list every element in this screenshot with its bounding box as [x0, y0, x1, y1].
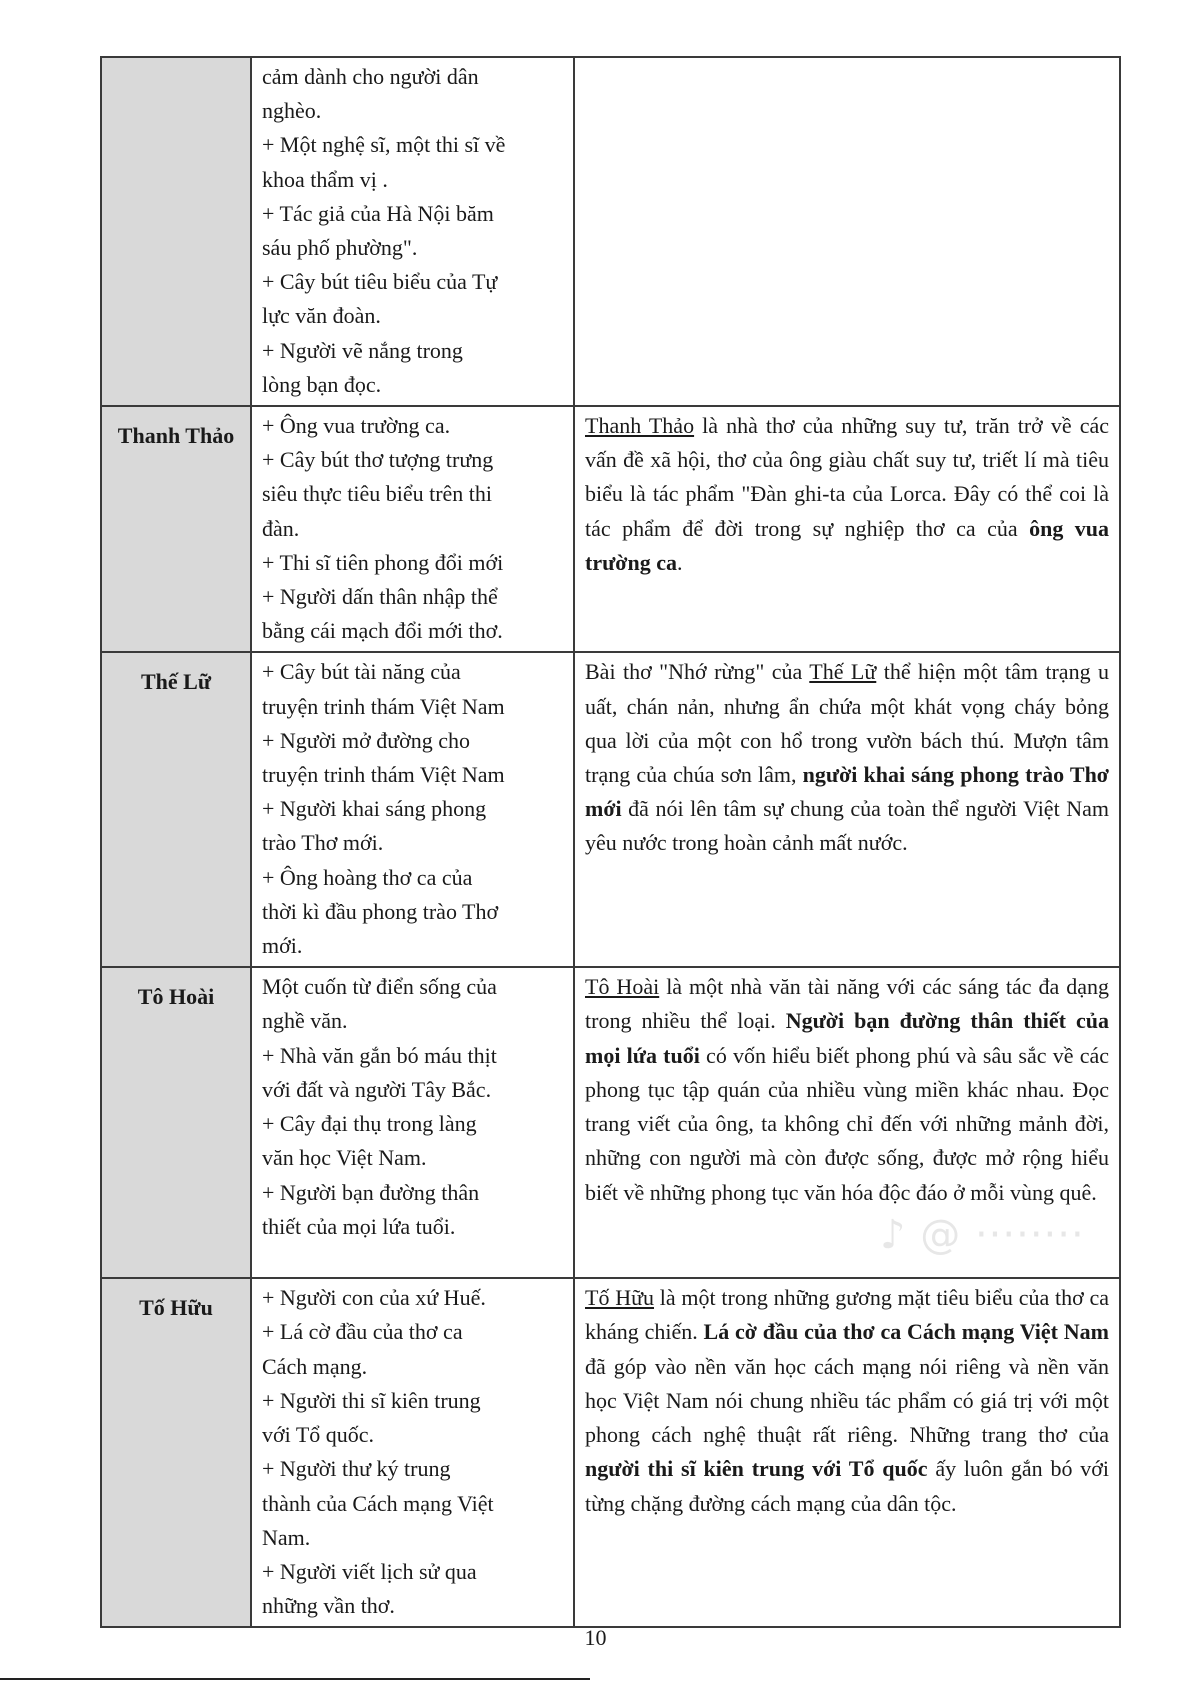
title-line: + Lá cờ đầu của thơ ca: [262, 1319, 463, 1345]
author-cell: [101, 57, 251, 406]
author-cell: Thanh Thảo: [101, 406, 251, 652]
page-number: 10: [584, 1625, 607, 1650]
title-line: Cách mạng.: [262, 1353, 368, 1379]
titles-cell: [251, 406, 574, 652]
title-line: đàn.: [262, 515, 300, 541]
title-line: + Người thư ký trung: [262, 1456, 451, 1482]
description-text: đã góp vào nền văn học cách mạng nói riêng và nền văn học Việt Nam nói chung nhiều tác phẩm có giá trị với một phong cách nghệ thuật rất riêng. Những trang thơ của: [585, 1353, 1109, 1448]
description-cell: [574, 652, 1120, 967]
description-text: là nhà thơ của những suy tư, trăn trở về các vấn đề xã hội, thơ của ông giàu chất suy tư, triết lí mà tiêu biểu là tác phẩm "Đàn ghi-ta của Lorca. Đây có thể coi là tác phẩm để đời trong sự nghiệp thơ ca của: [585, 413, 1109, 541]
title-line: + Tác giả của Hà Nội băm: [262, 200, 494, 226]
author-name-link: Tô Hoài: [585, 974, 660, 1000]
title-line: + Cây đại thụ trong làng: [262, 1111, 477, 1137]
title-line: trào Thơ mới.: [262, 830, 384, 856]
description-text: thể hiện một tâm trạng u uất, chán nản, nhưng ẩn chứa một khát vọng cháy bỏng qua lời của một con hổ trong vườn bách thú. Mượn tâm trạng của chúa sơn lâm,: [585, 659, 1109, 788]
description-text: Bài thơ "Nhớ rừng" của: [585, 659, 810, 685]
title-line: văn học Việt Nam.: [262, 1145, 427, 1171]
title-line: + Cây bút tài năng của: [262, 659, 461, 685]
title-line: + Ông vua trường ca.: [262, 413, 451, 439]
description-text: ấy luôn gắn bó với từng chặng đường cách mạng của dân tộc.: [585, 1456, 1110, 1516]
table-row: [101, 406, 1120, 652]
author-name-link: Tố Hữu: [585, 1285, 655, 1311]
description-cell: [574, 57, 1120, 406]
description-cell: [574, 406, 1120, 652]
author-name-link: Thanh Thảo: [585, 413, 695, 439]
table-row: [101, 652, 1120, 967]
titles-cell: [251, 652, 574, 967]
description-highlight: ông vua trường ca: [585, 515, 1109, 575]
description-text: .: [676, 549, 683, 575]
title-line: lòng bạn đọc.: [262, 371, 382, 397]
titles-cell: [251, 967, 574, 1278]
title-line: sáu phố phường".: [262, 235, 418, 261]
title-line: cảm dành cho người dân: [262, 64, 479, 89]
description-cell: [574, 1278, 1120, 1627]
title-line: nghèo.: [262, 98, 322, 124]
title-line: thiết của mọi lứa tuổi.: [262, 1213, 456, 1239]
title-line: + Ông hoàng thơ ca của: [262, 864, 473, 890]
title-line: + Cây bút tiêu biểu của Tự: [262, 269, 498, 295]
titles-cell: [251, 1278, 574, 1627]
description-highlight: người thi sĩ kiên trung với Tổ quốc: [585, 1456, 928, 1482]
description-highlight: Người bạn đường thân thiết của mọi lứa tuổi: [585, 1008, 1109, 1068]
description-highlight: Lá cờ đầu của thơ ca Cách mạng Việt Nam: [703, 1319, 1110, 1345]
title-line: Một cuốn từ điển sống của: [262, 974, 497, 1000]
table-row: [101, 57, 1120, 406]
title-line: + Người con của xứ Huế.: [262, 1285, 486, 1311]
title-line: những vần thơ.: [262, 1593, 395, 1619]
title-line: + Người thi sĩ kiên trung: [262, 1387, 481, 1413]
author-cell: Tố Hữu: [101, 1278, 251, 1627]
title-line: với Tổ quốc.: [262, 1422, 375, 1448]
title-line: + Một nghệ sĩ, một thi sĩ về: [262, 132, 506, 158]
title-line: khoa thẩm vị .: [262, 166, 388, 192]
watermark: ♪ @ ········: [880, 1212, 1085, 1258]
title-line: siêu thực tiêu biểu trên thi: [262, 481, 493, 507]
title-line: + Nhà văn gắn bó máu thịt: [262, 1042, 497, 1068]
table-row: [101, 1278, 1120, 1627]
title-line: + Người viết lịch sử qua: [262, 1558, 477, 1584]
author-cell: Thế Lữ: [101, 652, 251, 967]
author-cell: Tô Hoài: [101, 967, 251, 1278]
description-text: có vốn hiểu biết phong phú và sâu sắc về các phong tục tập quán của nhiều vùng miền khác nhau. Đọc trang viết của ông, ta không chỉ đến với những mảnh đời, những con người mà còn được sống, được mở rộng hiểu biết về những phong tục văn hóa độc đáo ở mỗi vùng quê.: [585, 1042, 1109, 1205]
title-line: bằng cái mạch đổi mới thơ.: [262, 618, 503, 644]
authors-table: [100, 56, 1121, 1628]
title-line: + Người vẽ nắng trong: [262, 337, 463, 363]
description-text: là một nhà văn tài năng với các sáng tác đa dạng trong nhiều thể loại.: [585, 974, 1110, 1034]
titles-cell: [251, 57, 574, 406]
description-text: đã nói lên tâm sự chung của toàn thể người Việt Nam yêu nước trong hoàn cảnh mất nước.: [585, 796, 1109, 856]
title-line: + Người mở đường cho: [262, 727, 471, 753]
title-line: + Người dấn thân nhập thể: [262, 584, 498, 610]
description-text: là một trong những gương mặt tiêu biểu của thơ ca kháng chiến.: [585, 1285, 1110, 1345]
title-line: Nam.: [262, 1524, 311, 1550]
title-line: + Cây bút thơ tượng trưng: [262, 447, 494, 473]
footer-divider: [0, 1678, 590, 1680]
title-line: + Người khai sáng phong: [262, 796, 487, 822]
title-line: lực văn đoàn.: [262, 303, 381, 329]
title-line: truyện trinh thám Việt Nam: [262, 762, 505, 788]
title-line: truyện trinh thám Việt Nam: [262, 693, 505, 719]
description-highlight: người khai sáng phong trào Thơ mới: [585, 762, 1109, 822]
title-line: thành của Cách mạng Việt: [262, 1490, 494, 1516]
title-line: mới.: [262, 933, 303, 959]
title-line: nghề văn.: [262, 1008, 348, 1034]
title-line: với đất và người Tây Bắc.: [262, 1076, 492, 1102]
author-name-link: Thế Lữ: [809, 659, 877, 685]
title-line: + Người bạn đường thân: [262, 1179, 480, 1205]
title-line: + Thi sĩ tiên phong đổi mới: [262, 549, 504, 575]
title-line: thời kì đầu phong trào Thơ: [262, 898, 499, 924]
